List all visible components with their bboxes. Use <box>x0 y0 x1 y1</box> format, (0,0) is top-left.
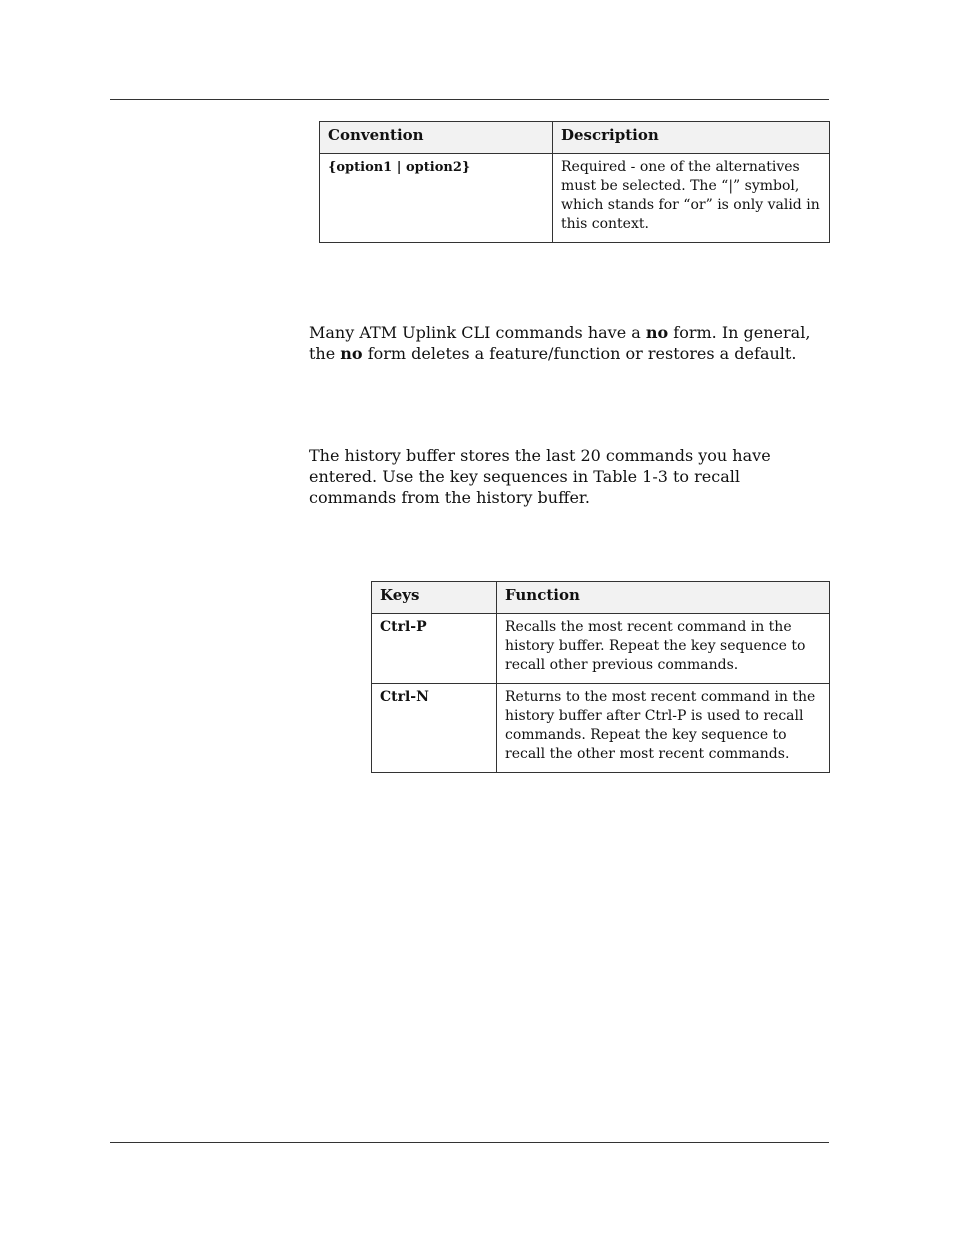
table-header-row <box>372 582 830 614</box>
paragraph-text: Many ATM Uplink CLI commands have a <box>309 323 646 342</box>
no-keyword: no <box>340 344 363 363</box>
history-buffer-paragraph: The history buffer stores the last 20 commands you have entered. Use the key sequences in Table 1-3 to recall commands from the history buffer. <box>309 446 771 507</box>
paragraph-text: form. In general, the <box>309 323 811 363</box>
description-cell: Required - one of the alternatives must be selected. The “|” symbol, which stands for “or” is only valid in this context. <box>553 154 830 243</box>
paragraph-text: form deletes a feature/function or restores a default. <box>362 344 797 363</box>
footer-rule <box>110 1142 829 1143</box>
function-cell: Recalls the most recent command in the history buffer. Repeat the key sequence to recall other previous commands. <box>497 614 830 684</box>
no-keyword: no <box>645 323 669 342</box>
column-header-function: Function <box>497 582 830 614</box>
function-cell: Returns to the most recent command in the history buffer after Ctrl-P is used to recall commands. Repeat the key sequence to recall the other most recent commands. <box>497 684 830 773</box>
table-header-row <box>320 122 830 154</box>
column-header-keys: Keys <box>372 582 497 614</box>
table-row <box>320 154 830 243</box>
key-cell: Ctrl-N <box>372 684 497 773</box>
column-header-description: Description <box>553 122 830 154</box>
table-row <box>372 684 830 773</box>
conventions-table <box>319 121 830 243</box>
no-form-paragraph <box>309 322 829 364</box>
header-rule <box>110 99 829 100</box>
key-cell: Ctrl-P <box>372 614 497 684</box>
convention-cell: {option1 | option2} <box>320 154 553 243</box>
column-header-convention: Convention <box>320 122 553 154</box>
table-row <box>372 614 830 684</box>
history-keys-table <box>371 581 830 773</box>
